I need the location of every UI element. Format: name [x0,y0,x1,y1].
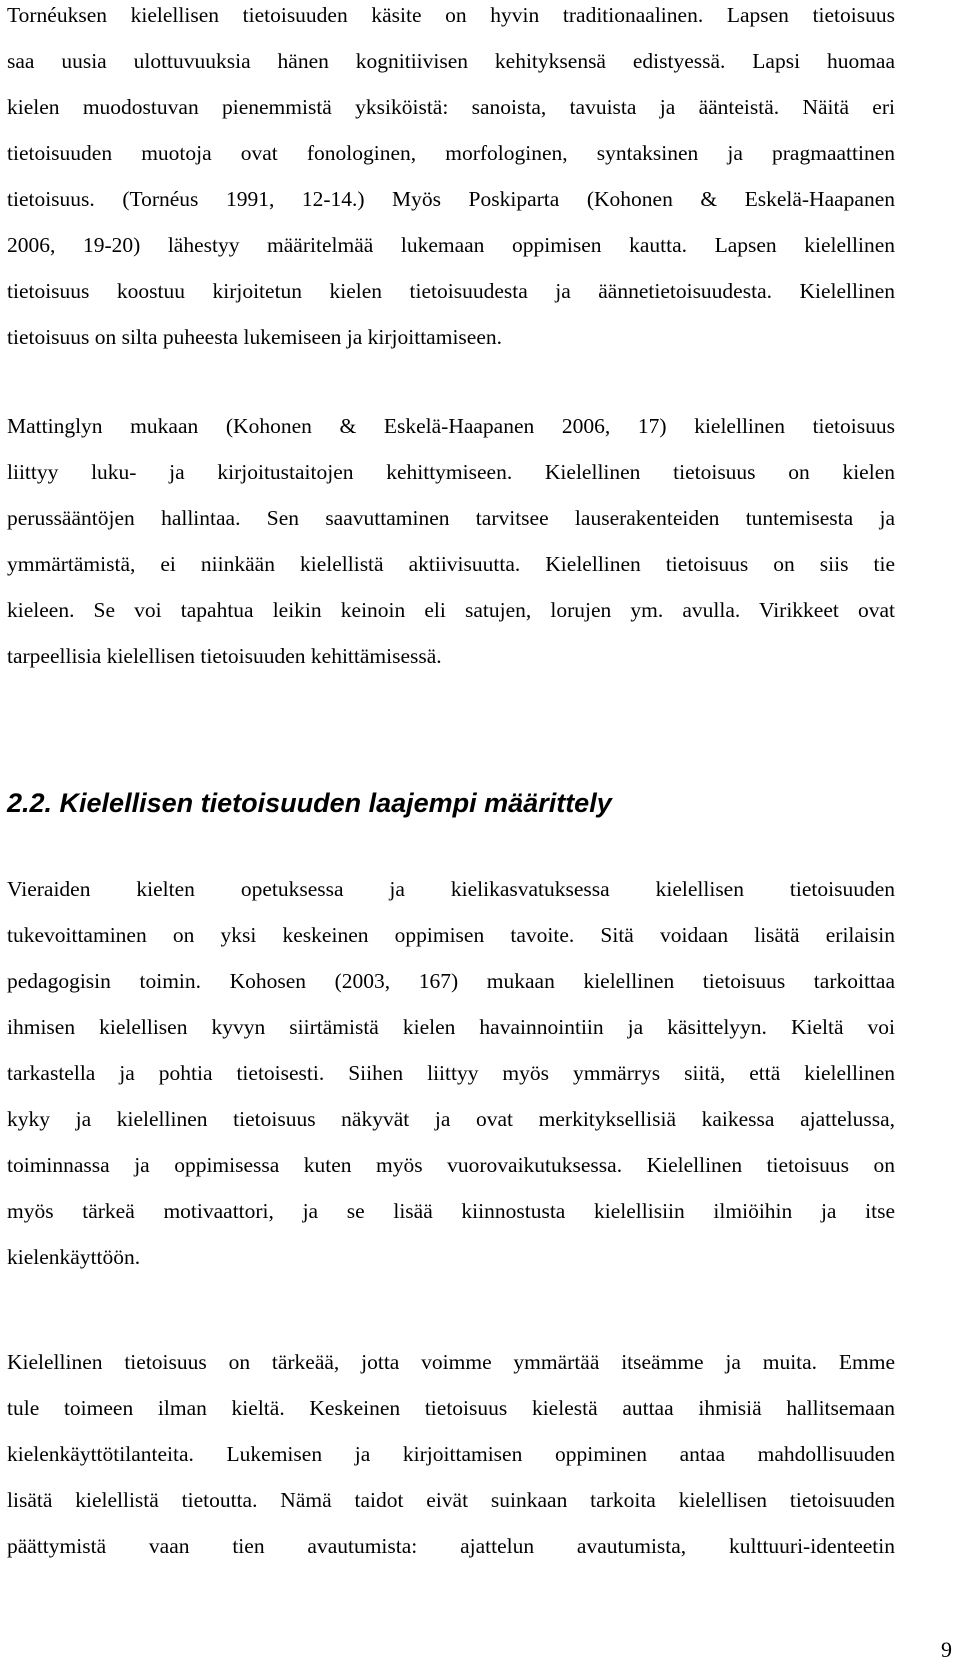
text-line: kieleen. Se voi tapahtua leikin keinoin eli satujen, lorujen ym. avulla. Virikkeet ovat [7,598,895,622]
text-line: pedagogisin toimin. Kohosen (2003, 167) mukaan kielellinen tietoisuus tarkoittaa [7,969,895,993]
text-line: Mattinglyn mukaan (Kohonen & Eskelä-Haapanen 2006, 17) kielellinen tietoisuus [7,414,895,438]
text-line: myös tärkeä motivaattori, ja se lisää kiinnostusta kielellisiin ilmiöihin ja itse [7,1199,895,1223]
text-line: tarkastella ja pohtia tietoisesti. Siihen liittyy myös ymmärrys siitä, että kielellinen [7,1061,895,1085]
page-number: 9 [941,1637,952,1662]
text-line: lisätä kielellistä tietoutta. Nämä taidot eivät suinkaan tarkoita kielellisen tietoisuuden [7,1488,895,1512]
text-line: tarpeellisia kielellisen tietoisuuden kehittämisessä. [7,644,442,668]
paragraph-tarkeaa [7,1339,895,1569]
text-line: 2006, 19-20) lähestyy määritelmää lukemaan oppimisen kautta. Lapsen kielellinen [7,233,895,257]
section-heading: 2.2. Kielellisen tietoisuuden laajempi määrittely [7,788,612,818]
paragraph-mattingly [7,403,895,679]
text-line: kielen muodostuvan pienemmistä yksiköistä: sanoista, tavuista ja äänteistä. Näitä eri [7,95,895,119]
text-line: tietoisuus. (Tornéus 1991, 12-14.) Myös Poskiparta (Kohonen & Eskelä-Haapanen [7,187,895,211]
text-line: perussääntöjen hallintaa. Sen saavuttaminen tarvitsee lauserakenteiden tuntemisesta ja [7,506,895,530]
text-line: toiminnassa ja oppimisessa kuten myös vuorovaikutuksessa. Kielellinen tietoisuus on [7,1153,895,1177]
text-line: liittyy luku- ja kirjoitustaitojen kehittymiseen. Kielellinen tietoisuus on kielen [7,460,895,484]
text-line: Tornéuksen kielellisen tietoisuuden käsite on hyvin traditionaalinen. Lapsen tietoisuus [7,3,895,27]
text-line: tule toimeen ilman kieltä. Keskeinen tietoisuus kielestä auttaa ihmisiä hallitsemaan [7,1396,895,1420]
text-line: tietoisuus on silta puheesta lukemiseen ja kirjoittamiseen. [7,325,502,349]
text-line: kyky ja kielellinen tietoisuus näkyvät ja ovat merkityksellisiä kaikessa ajattelussa, [7,1107,895,1131]
text-line: Vieraiden kielten opetuksessa ja kielikasvatuksessa kielellisen tietoisuuden [7,877,895,901]
text-line: ihmisen kielellisen kyvyn siirtämistä kielen havainnointiin ja käsittelyyn. Kieltä voi [7,1015,895,1039]
paragraph-tietoisuus-traditionaalinen [7,0,895,360]
text-line: saa uusia ulottuvuuksia hänen kognitiivisen kehityksensä edistyessä. Lapsi huomaa [7,49,895,73]
text-line: tietoisuuden muotoja ovat fonologinen, morfologinen, syntaksinen ja pragmaattinen [7,141,895,165]
text-line: päättymistä vaan tien avautumista: ajattelun avautumista, kulttuuri-identeetin [7,1534,895,1558]
text-line: kielenkäyttötilanteita. Lukemisen ja kirjoittamisen oppiminen antaa mahdollisuuden [7,1442,895,1466]
text-line: ymmärtämistä, ei niinkään kielellistä aktiivisuutta. Kielellinen tietoisuus on siis tie [7,552,895,576]
text-line: tietoisuus koostuu kirjoitetun kielen tietoisuudesta ja äännetietoisuudesta. Kielellinen [7,279,895,303]
text-line: Kielellinen tietoisuus on tärkeää, jotta voimme ymmärtää itseämme ja muita. Emme [7,1350,895,1374]
text-line: kielenkäyttöön. [7,1245,141,1269]
text-line: tukevoittaminen on yksi keskeinen oppimisen tavoite. Sitä voidaan lisätä erilaisin [7,923,895,947]
paragraph-vieraiden-kielten [7,866,895,1280]
